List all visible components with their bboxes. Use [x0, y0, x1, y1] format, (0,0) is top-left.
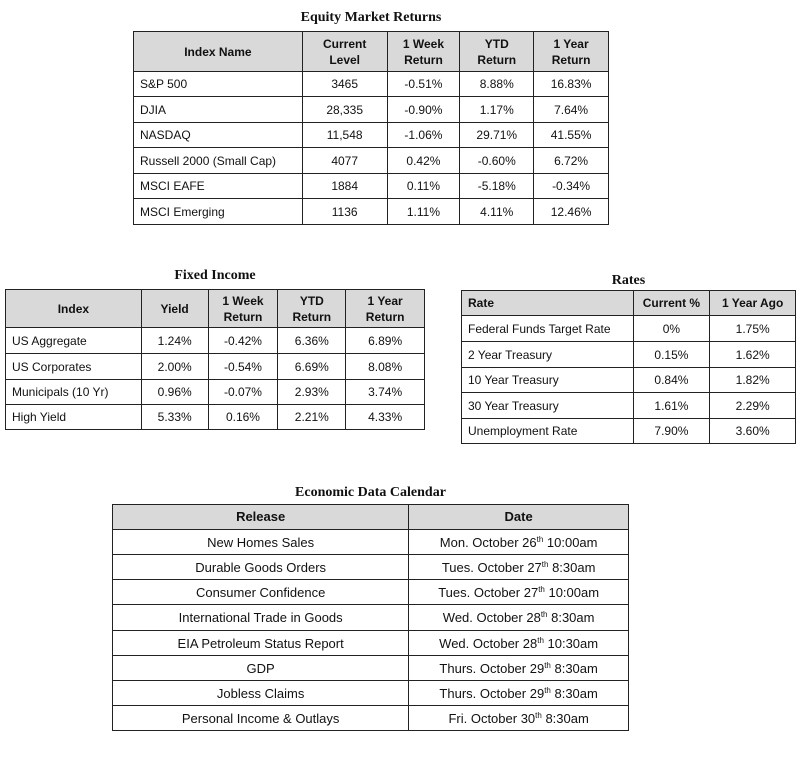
- equity-cell: -0.34%: [534, 174, 609, 199]
- calendar-date: Tues. October 27th 8:30am: [409, 555, 629, 580]
- fi-cell: 3.74%: [346, 380, 425, 405]
- fi-header-index: Index: [6, 290, 142, 328]
- equity-cell: -0.51%: [387, 72, 460, 97]
- fi-header-yield: Yield: [141, 290, 208, 328]
- rates-cell: 30 Year Treasury: [462, 393, 634, 419]
- equity-cell: NASDAQ: [134, 123, 303, 148]
- calendar-release: International Trade in Goods: [113, 605, 409, 631]
- fi-cell: 6.36%: [278, 328, 346, 354]
- rates-cell: 1.61%: [633, 393, 710, 419]
- rates-cell: 3.60%: [710, 419, 796, 444]
- table-row: [462, 393, 796, 419]
- calendar-release: Jobless Claims: [113, 681, 409, 706]
- table-row: [6, 328, 425, 354]
- calendar-table: [112, 504, 629, 731]
- rates-cell: 1.75%: [710, 316, 796, 342]
- equity-cell: Russell 2000 (Small Cap): [134, 148, 303, 174]
- calendar-date: Thurs. October 29th 8:30am: [409, 656, 629, 681]
- equity-cell: -0.60%: [460, 148, 534, 174]
- rates-cell: Unemployment Rate: [462, 419, 634, 444]
- rates-header-current: Current %: [633, 291, 710, 316]
- equity-cell: 12.46%: [534, 199, 609, 225]
- fi-cell: 4.33%: [346, 405, 425, 430]
- table-row: [462, 368, 796, 393]
- table-row: [113, 605, 629, 631]
- equity-cell: 29.71%: [460, 123, 534, 148]
- equity-cell: 7.64%: [534, 97, 609, 123]
- calendar-date: Wed. October 28th 8:30am: [409, 605, 629, 631]
- rates-header-rate: Rate: [462, 291, 634, 316]
- fi-cell: 2.00%: [141, 354, 208, 380]
- equity-cell: -0.90%: [387, 97, 460, 123]
- rates-title: Rates: [611, 273, 646, 288]
- fi-cell: US Corporates: [6, 354, 142, 380]
- table-row: [134, 123, 609, 148]
- table-row: [134, 97, 609, 123]
- rates-header-1-year-ago: 1 Year Ago: [710, 291, 796, 316]
- equity-header-row: [134, 32, 609, 72]
- equity-cell: 0.11%: [387, 174, 460, 199]
- equity-cell: MSCI Emerging: [134, 199, 303, 225]
- equity-cell: S&P 500: [134, 72, 303, 97]
- calendar-date: Thurs. October 29th 8:30am: [409, 681, 629, 706]
- rates-cell: 10 Year Treasury: [462, 368, 634, 393]
- fi-cell: High Yield: [6, 405, 142, 430]
- table-row: [462, 316, 796, 342]
- table-row: [134, 148, 609, 174]
- fixed-income-title: Fixed Income: [174, 268, 256, 283]
- equity-cell: 6.72%: [534, 148, 609, 174]
- calendar-date: Wed. October 28th 10:30am: [409, 631, 629, 656]
- table-row: [113, 530, 629, 555]
- calendar-date: Fri. October 30th 8:30am: [409, 706, 629, 731]
- equity-cell: 16.83%: [534, 72, 609, 97]
- table-row: [113, 706, 629, 731]
- equity-header-1-week-return: 1 Week Return: [387, 32, 460, 72]
- calendar-release: Durable Goods Orders: [113, 555, 409, 580]
- equity-title: Equity Market Returns: [300, 10, 442, 25]
- table-row: [134, 174, 609, 199]
- fi-cell: 0.96%: [141, 380, 208, 405]
- fi-cell: 6.69%: [278, 354, 346, 380]
- calendar-date: Tues. October 27th 10:00am: [409, 580, 629, 605]
- table-row: [462, 342, 796, 368]
- fi-cell: US Aggregate: [6, 328, 142, 354]
- rates-header-row: [462, 291, 796, 316]
- fi-cell: 2.93%: [278, 380, 346, 405]
- table-row: [113, 555, 629, 580]
- table-row: [462, 419, 796, 444]
- equity-cell: 41.55%: [534, 123, 609, 148]
- calendar-date: Mon. October 26th 10:00am: [409, 530, 629, 555]
- equity-cell: 11,548: [302, 123, 387, 148]
- equity-header-index-name: Index Name: [134, 32, 303, 72]
- equity-cell: 0.42%: [387, 148, 460, 174]
- fi-header-1-week-return: 1 Week Return: [208, 290, 278, 328]
- equity-cell: 4077: [302, 148, 387, 174]
- equity-cell: MSCI EAFE: [134, 174, 303, 199]
- calendar-header-row: [113, 505, 629, 530]
- equity-header-1-year-return: 1 Year Return: [534, 32, 609, 72]
- equity-cell: 1.11%: [387, 199, 460, 225]
- fixed-income-table: [5, 289, 425, 430]
- table-row: [134, 72, 609, 97]
- table-row: [113, 631, 629, 656]
- equity-cell: 4.11%: [460, 199, 534, 225]
- calendar-header-date: Date: [409, 505, 629, 530]
- fi-cell: 0.16%: [208, 405, 278, 430]
- rates-cell: 0%: [633, 316, 710, 342]
- equity-cell: -1.06%: [387, 123, 460, 148]
- rates-cell: 1.82%: [710, 368, 796, 393]
- table-row: [6, 380, 425, 405]
- rates-cell: 2 Year Treasury: [462, 342, 634, 368]
- calendar-release: New Homes Sales: [113, 530, 409, 555]
- rates-cell: 1.62%: [710, 342, 796, 368]
- rates-cell: 7.90%: [633, 419, 710, 444]
- rates-cell: 0.84%: [633, 368, 710, 393]
- fi-header-1-year-return: 1 Year Return: [346, 290, 425, 328]
- equity-header-current-level: Current Level: [302, 32, 387, 72]
- table-row: [134, 199, 609, 225]
- fi-cell: -0.42%: [208, 328, 278, 354]
- equity-cell: 1136: [302, 199, 387, 225]
- fi-cell: -0.07%: [208, 380, 278, 405]
- fi-cell: 2.21%: [278, 405, 346, 430]
- equity-cell: 8.88%: [460, 72, 534, 97]
- fi-cell: 5.33%: [141, 405, 208, 430]
- equity-header-ytd-return: YTD Return: [460, 32, 534, 72]
- fi-cell: Municipals (10 Yr): [6, 380, 142, 405]
- equity-cell: 28,335: [302, 97, 387, 123]
- equity-cell: -5.18%: [460, 174, 534, 199]
- fi-cell: 8.08%: [346, 354, 425, 380]
- table-row: [113, 656, 629, 681]
- rates-cell: 2.29%: [710, 393, 796, 419]
- calendar-title: Economic Data Calendar: [295, 485, 446, 500]
- rates-cell: Federal Funds Target Rate: [462, 316, 634, 342]
- equity-table: [133, 31, 609, 225]
- calendar-header-release: Release: [113, 505, 409, 530]
- calendar-release: Personal Income & Outlays: [113, 706, 409, 731]
- equity-cell: 3465: [302, 72, 387, 97]
- calendar-release: EIA Petroleum Status Report: [113, 631, 409, 656]
- fi-header-ytd-return: YTD Return: [278, 290, 346, 328]
- table-row: [113, 580, 629, 605]
- equity-cell: DJIA: [134, 97, 303, 123]
- table-row: [6, 354, 425, 380]
- calendar-release: Consumer Confidence: [113, 580, 409, 605]
- calendar-release: GDP: [113, 656, 409, 681]
- fi-cell: 6.89%: [346, 328, 425, 354]
- table-row: [6, 405, 425, 430]
- fi-cell: -0.54%: [208, 354, 278, 380]
- equity-cell: 1.17%: [460, 97, 534, 123]
- fi-cell: 1.24%: [141, 328, 208, 354]
- rates-cell: 0.15%: [633, 342, 710, 368]
- table-row: [113, 681, 629, 706]
- equity-cell: 1884: [302, 174, 387, 199]
- rates-table: [461, 290, 796, 444]
- fixed-income-header-row: [6, 290, 425, 328]
